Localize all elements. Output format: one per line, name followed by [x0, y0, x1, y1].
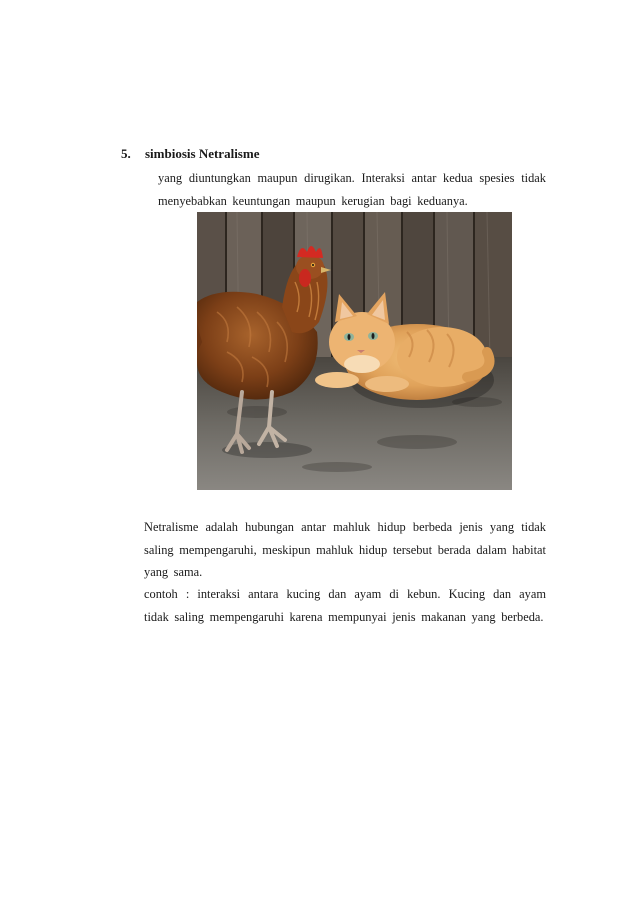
intro-paragraph: yang diuntungkan maupun dirugikan. Interaksi antar kedua spesies tidak menyebabkan keuntungan maupun kerugian bagi keduanya. — [158, 171, 546, 208]
section-title: simbiosis Netralisme — [145, 146, 260, 161]
example-paragraph: contoh : interaksi antara kucing dan ayam di kebun. Kucing dan ayam tidak saling mempengaruhi karena mempunyai jenis makanan yang berbeda. — [144, 587, 546, 624]
definition-paragraph: Netralisme adalah hubungan antar mahluk hidup berbeda jenis yang tidak saling mempengaruhi, meskipun mahluk hidup tersebut berada dalam habitat yang sama. — [144, 520, 546, 579]
section-heading — [121, 146, 259, 162]
section-number: 5. — [121, 146, 131, 161]
photo-chicken-and-cat — [197, 212, 512, 490]
